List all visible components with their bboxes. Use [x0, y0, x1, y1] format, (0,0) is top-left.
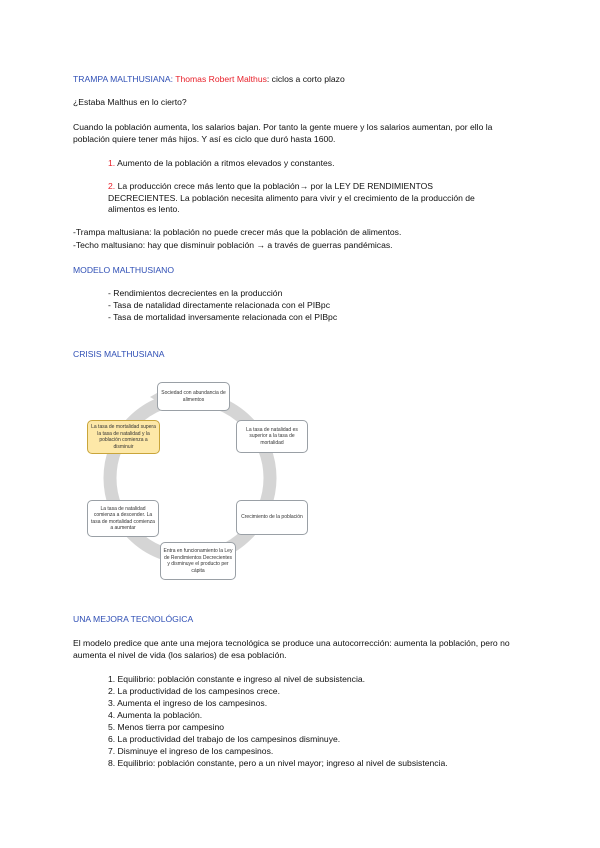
point-2-number: 2. — [108, 181, 116, 191]
cycle-box-5: La tasa de natalidad comienza a descender. La tasa de mortalidad comienza a aumentar — [87, 500, 159, 537]
model-item: - Rendimientos decrecientes en la producción — [108, 288, 283, 298]
tech-step: 7. Disminuye el ingreso de los campesinos. — [108, 746, 274, 756]
tech-step: 4. Aumenta la población. — [108, 710, 203, 720]
trap-line-1: -Trampa maltusiana: la población no puede crecer más que la población de alimentos. — [73, 227, 402, 237]
cycle-box-6: La tasa de mortalidad supera la tasa de natalidad y la población comienza a disminuir — [87, 420, 160, 454]
point-2-text: La producción crece más lento que la población→ por la LEY DE RENDIMIENTOS DECRECIENTES. La población necesita alimento para vivir y el crecimiento de la producción de alimentos es lento. — [108, 181, 475, 214]
tech-heading: UNA MEJORA TECNOLÓGICA — [73, 614, 194, 624]
tech-step: 1. Equilibrio: población constante e ingreso al nivel de subsistencia. — [108, 674, 366, 684]
cycle-box-2: La tasa de natalidad es superior a la tasa de mortalidad — [236, 420, 308, 453]
tech-step: 2. La productividad de los campesinos crece. — [108, 686, 280, 696]
title-suffix: : ciclos a corto plazo — [266, 74, 345, 84]
question: ¿Estaba Malthus en lo cierto? — [73, 97, 187, 107]
model-heading: MODELO MALTHUSIANO — [73, 265, 175, 275]
tech-step: 3. Aumenta el ingreso de los campesinos. — [108, 698, 268, 708]
tech-step: 6. La productividad del trabajo de los campesinos disminuye. — [108, 734, 341, 744]
tech-step: 8. Equilibrio: población constante, pero a un nivel mayor; ingreso al nivel de subsistencia. — [108, 758, 448, 768]
cycle-box-3: Crecimiento de la población — [236, 500, 308, 535]
trap-line-2: -Techo maltusiano: hay que disminuir población → a través de guerras pandémicas. — [73, 240, 393, 250]
model-item: - Tasa de mortalidad inversamente relacionada con el PIBpc — [108, 312, 338, 322]
title-author: Thomas Robert Malthus — [175, 74, 267, 84]
tech-step: 5. Menos tierra por campesino — [108, 722, 225, 732]
point-1-number: 1. — [108, 158, 116, 168]
point-1-text: Aumento de la población a ritmos elevados y constantes. — [117, 158, 335, 168]
tech-intro: El modelo predice que ante una mejora tecnológica se produce una autocorrección: aumenta la población, pero no aumenta el nivel de vida (los salarios) de esa población. — [73, 638, 510, 660]
model-item: - Tasa de natalidad directamente relacionada con el PIBpc — [108, 300, 330, 310]
cycle-box-1: Sociedad con abundancia de alimentos — [157, 382, 230, 411]
cycle-box-4: Entra en funcionamiento la Ley de Rendimientos Decrecientes y disminuye el producto per cápita — [160, 542, 236, 580]
intro-paragraph: Cuando la población aumenta, los salarios bajan. Por tanto la gente muere y los salarios aumentan, por ello la población quiere tener más hijos. Y así es ciclo que duró hasta 1600. — [73, 122, 493, 144]
title-prefix: TRAMPA MALTHUSIANA: — [73, 74, 176, 84]
crisis-heading: CRISIS MALTHUSIANA — [73, 349, 165, 359]
